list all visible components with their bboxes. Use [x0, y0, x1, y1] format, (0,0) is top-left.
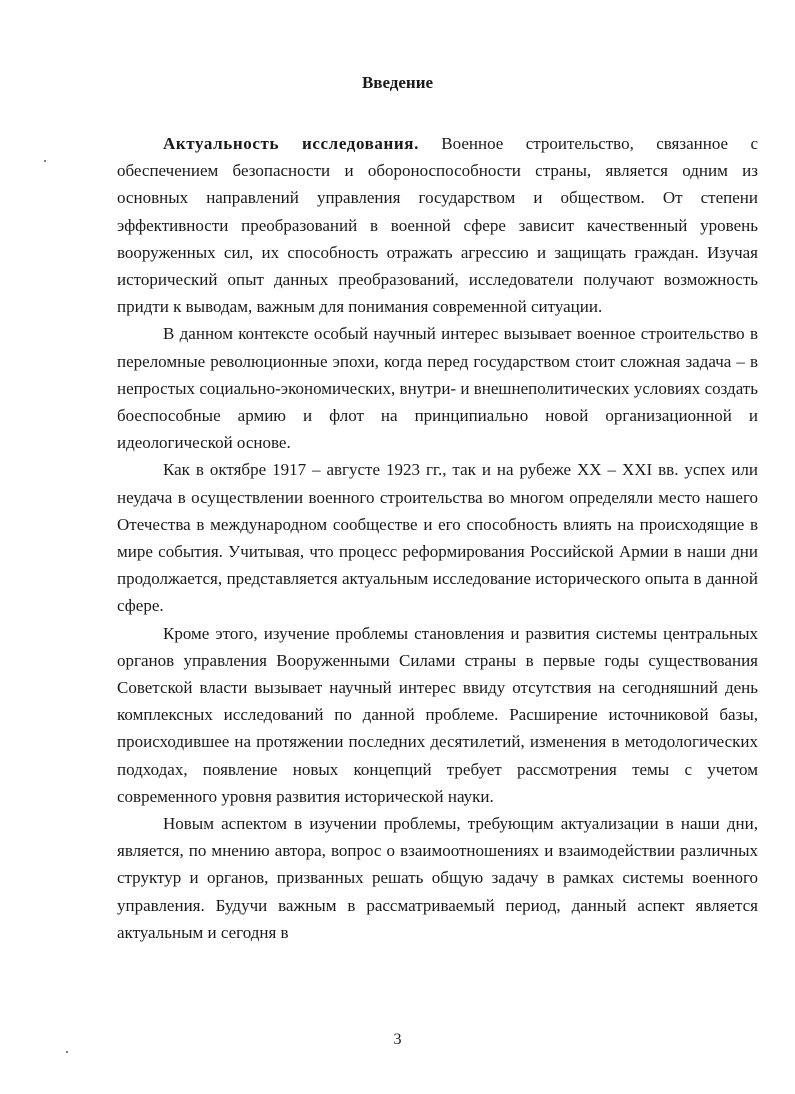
paragraph-4: Кроме этого, изучение проблемы становления и развития системы центральных органов управления Вооруженными Силами страны в первые годы существования Советской власти вызывает научный интерес ввиду отсутствия на сегодняшний день комплексных исследований по данной проблеме. Расширение источниковой базы, происходившее на протяжении последних десятилетий, изменения в методологических подходах, появление новых концепций требует рассмотрения темы с учетом современного уровня развития исторической науки. [117, 623, 758, 806]
page-title: Введение [361, 73, 434, 92]
page-number: 3 [393, 1031, 402, 1048]
paragraph-text: Военное строительство, связанное с обеспечением безопасности и обороноспособности страны, является одним из основных направлений управления государством и обществом. От степени эффективности преобразований в военной сфере зависит качественный уровень вооруженных сил, их способность отражать агрессию и защищать граждан. Изучая исторический опыт данных преобразований, исследователи получают возможность придти к выводам, важным для понимания современной ситуации. [117, 134, 758, 317]
paragraph-2: В данном контексте особый научный интерес вызывает военное строительство в переломные революционные эпохи, когда перед государством стоит сложная задача – в непростых социально-экономических, внутри- и внешнеполитических условиях создать боеспособные армию и флот на принципиально новой организационной и идеологической основе. [117, 324, 758, 453]
body-text [117, 130, 758, 946]
paragraph-1 [117, 130, 758, 320]
paragraph-5: Новым аспектом в изучении проблемы, требующим актуализации в наши дни, является, по мнению автора, вопрос о взаимоотношениях и взаимодействии различных структур и органов, призванных решать общую задачу в рамках системы военного управления. Будучи важным в рассматриваемый период, данный аспект является актуальным и сегодня в [117, 814, 758, 942]
paragraph-lead: Актуальность исследования. [163, 134, 419, 153]
scan-speck [66, 1051, 68, 1053]
scan-speck [44, 160, 46, 162]
paragraph-3: Как в октябре 1917 – августе 1923 гг., так и на рубеже XX – XXI вв. успех или неудача в осуществлении военного строительства во многом определяли место нашего Отечества в международном сообществе и его способность влиять на происходящие в мире события. Учитывая, что процесс реформирования Российской Армии в наши дни продолжается, представляется актуальным исследование исторического опыта в данной сфере. [117, 460, 758, 616]
